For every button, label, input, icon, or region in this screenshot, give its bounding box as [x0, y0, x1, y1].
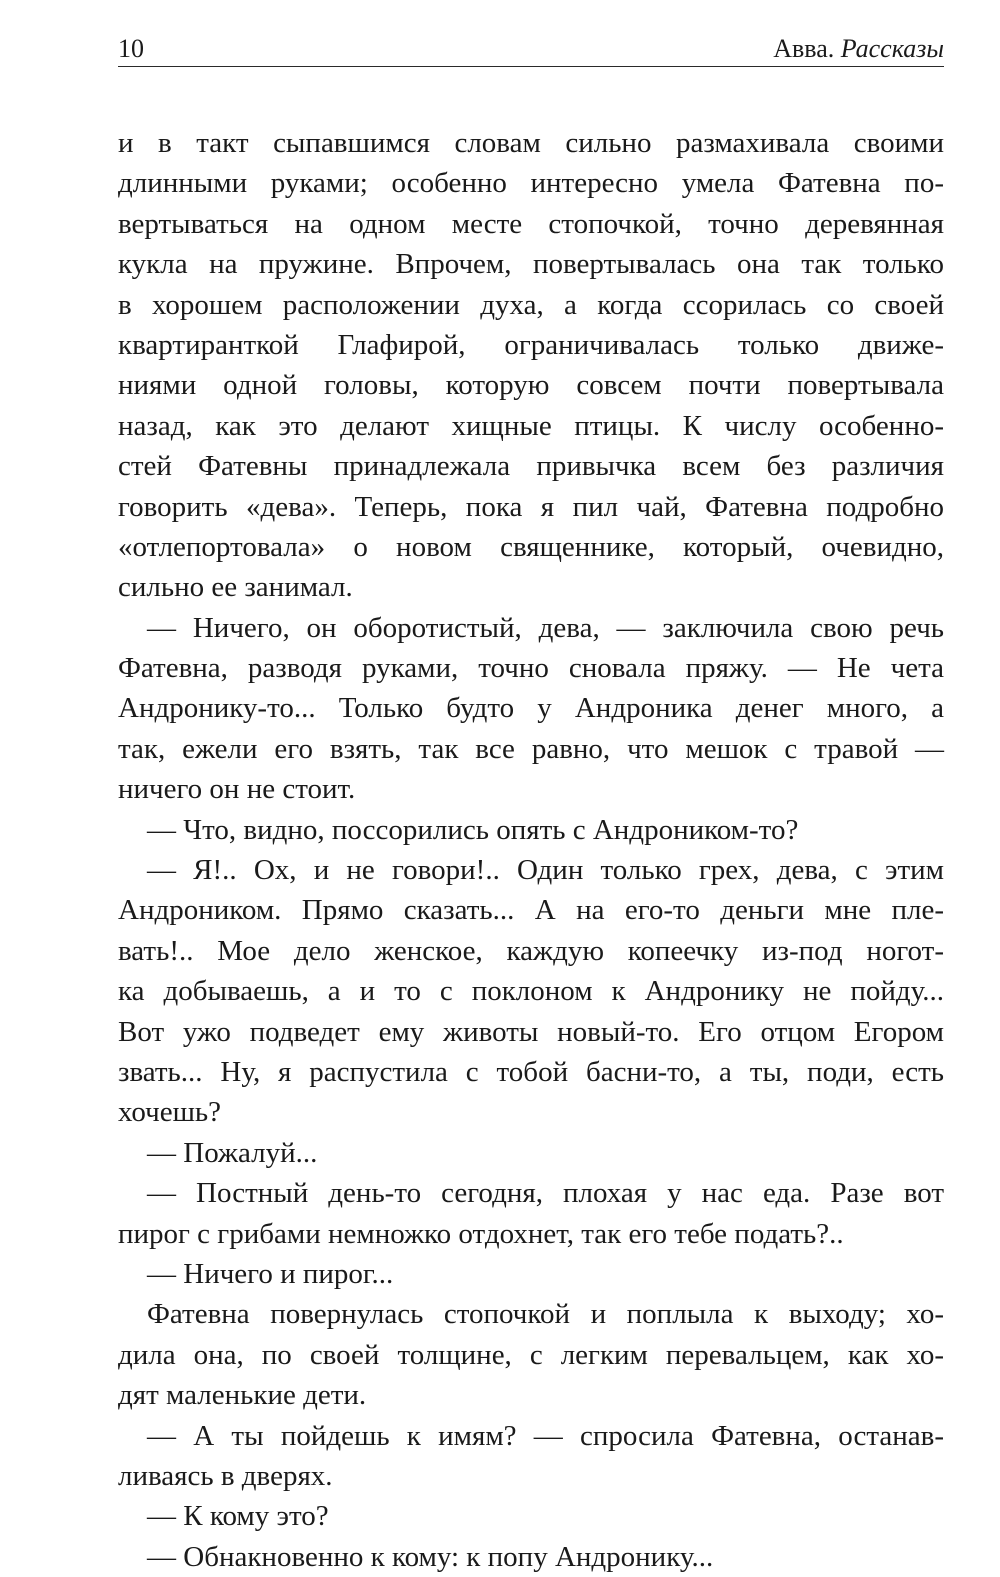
text-line: длинными руками; особенно интересно умела Фатевна по-: [118, 167, 944, 200]
text-line: ничего он не стоит.: [118, 773, 356, 806]
book-page: [118, 26, 944, 1577]
text-line: в хорошем расположении духа, а когда ссорилась со своей: [118, 288, 944, 321]
text-line: говорить «дева». Теперь, пока я пил чай, Фатевна подробно: [118, 490, 944, 523]
text-line: дила она, по своей толщине, с легким перевальцем, как хо-: [118, 1338, 944, 1371]
text-line: ка добываешь, а и то с поклоном к Андронику не пойду...: [118, 975, 944, 1008]
author-name: Авва.: [773, 34, 835, 63]
text-line: дят маленькие дети.: [118, 1379, 367, 1412]
text-line: звать... Ну, я распустила с тобой басни-то, а ты, поди, есть: [118, 1055, 944, 1088]
text-line: — К кому это?: [147, 1500, 329, 1533]
text-line: — Постный день-то сегодня, плохая у нас еда. Разе вот: [147, 1177, 944, 1210]
text-line: «отлепортовала» о новом священнике, который, очевидно,: [118, 530, 944, 563]
text-line: — Пожалуй...: [147, 1136, 318, 1169]
text-line: пирог с грибами немножко отдохнет, так его тебе подать?..: [118, 1217, 844, 1250]
text-line: — Ничего, он оборотистый, дева, — заключила свою речь: [147, 611, 944, 644]
text-line: хочешь?: [118, 1096, 222, 1129]
text-line: назад, как это делают хищные птицы. К числу особенно-: [118, 409, 944, 442]
text-line: Фатевна повернулась стопочкой и поплыла к выходу; хо-: [147, 1298, 944, 1331]
running-title: [773, 34, 944, 64]
text-line: ниями одной головы, которую совсем почти повертывала: [118, 369, 944, 402]
text-line: кукла на пружине. Впрочем, повертывалась она так только: [118, 248, 944, 281]
text-line: — Я!.. Ох, и не говори!.. Один только грех, дева, с этим: [147, 854, 944, 887]
text-line: — Ничего и пирог...: [147, 1257, 394, 1290]
text-line: — А ты пойдешь к имям? — спросила Фатевна, останав-: [147, 1419, 944, 1452]
page-number: 10: [118, 34, 144, 63]
text-line: сильно ее занимал.: [118, 571, 353, 604]
text-line: Фатевна, разводя руками, точно сновала пряжу. — Не чета: [118, 652, 944, 685]
text-line: вать!.. Мое дело женское, каждую копеечку из-под ногот-: [118, 934, 944, 967]
book-title: Рассказы: [840, 34, 944, 63]
text-line: Андронику-то... Только будто у Андроника денег много, а: [118, 692, 944, 725]
text-line: — Что, видно, поссорились опять с Андроником-то?: [147, 813, 799, 846]
text-line: стей Фатевны принадлежала привычка всем без различия: [118, 450, 944, 483]
text-line: Андроником. Прямо сказать... А на его-то деньги мне пле-: [118, 894, 944, 927]
text-line: Вот ужо подведет ему животы новый-то. Его отцом Егором: [118, 1015, 944, 1048]
text-line: — Обнакновенно к кому: к попу Андронику...: [147, 1540, 714, 1573]
text-line: ливаясь в дверях.: [118, 1459, 333, 1492]
running-head: [118, 26, 944, 67]
body-text: [118, 123, 944, 1577]
text-line: так, ежели его взять, так все равно, что мешок с травой —: [118, 732, 944, 765]
text-line: вертываться на одном месте стопочкой, точно деревянная: [118, 207, 944, 240]
text-line: квартиранткой Глафирой, ограничивалась только движе-: [118, 328, 944, 361]
text-line: и в такт сыпавшимся словам сильно размахивала своими: [118, 127, 944, 159]
